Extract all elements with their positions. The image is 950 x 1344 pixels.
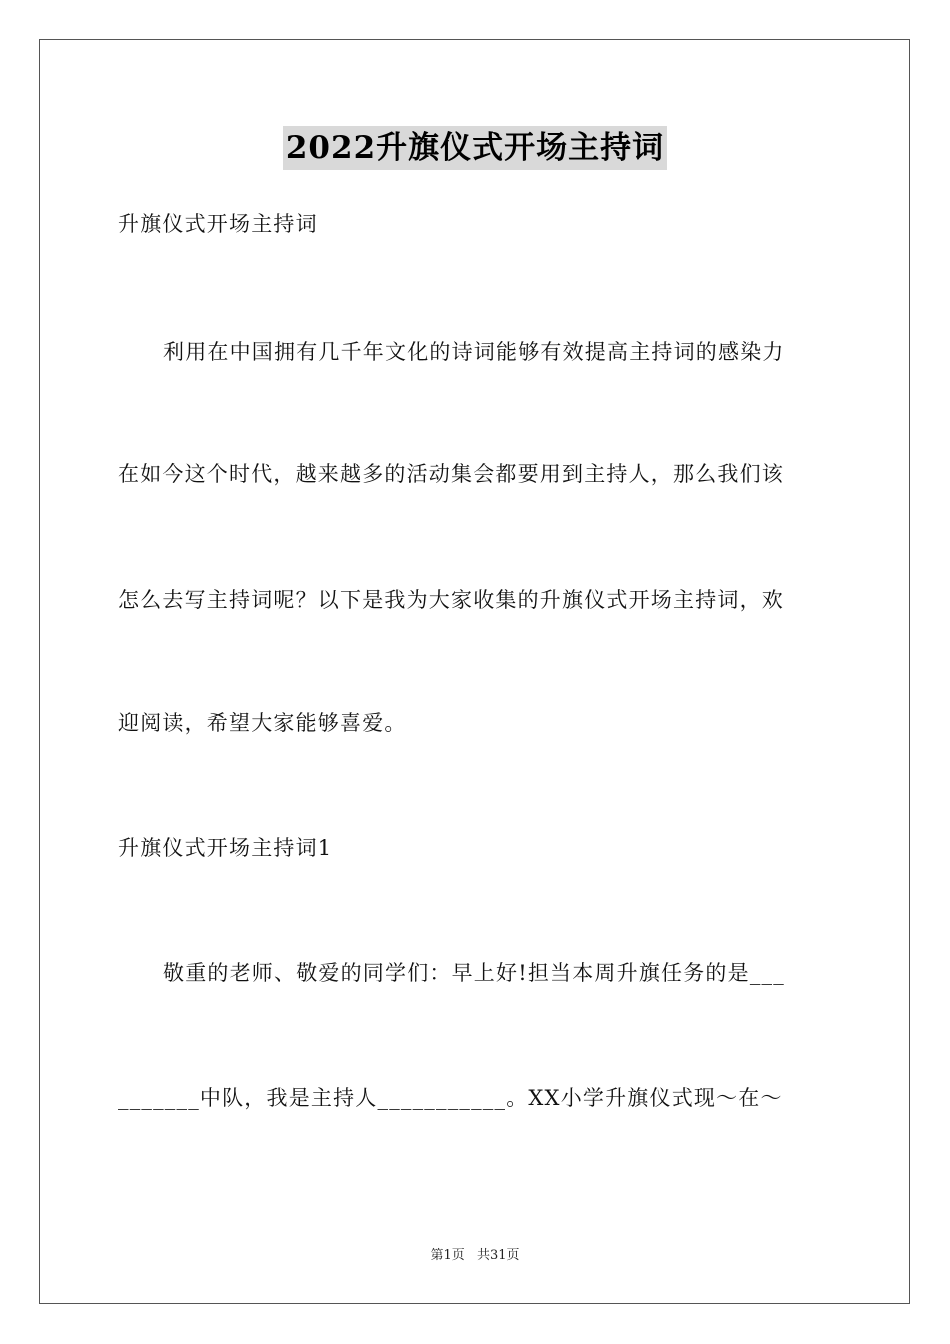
section-heading: 升旗仪式开场主持词1	[118, 836, 333, 860]
subtitle-line: 升旗仪式开场主持词	[118, 212, 318, 236]
paragraph-line: 利用在中国拥有几千年文化的诗词能够有效提高主持词的感染力	[163, 340, 785, 364]
page-footer	[0, 1247, 950, 1265]
paragraph-line: 迎阅读，希望大家能够喜爱。	[118, 711, 407, 735]
page-number-current: 第1页	[430, 1248, 465, 1263]
paragraph-line: 敬重的老师、敬爱的同学们：早上好!担当本周升旗任务的是___	[163, 961, 785, 985]
paragraph-line: 怎么去写主持词呢？以下是我为大家收集的升旗仪式开场主持词，欢	[118, 588, 784, 612]
document-title: 2022升旗仪式开场主持词	[283, 126, 667, 170]
page-number-total: 共31页	[476, 1248, 520, 1263]
paragraph-line: 在如今这个时代，越来越多的活动集会都要用到主持人，那么我们该	[118, 462, 784, 486]
title-wrap	[0, 126, 950, 170]
paragraph-line: _______中队，我是主持人___________。XX小学升旗仪式现～在～	[118, 1086, 783, 1110]
